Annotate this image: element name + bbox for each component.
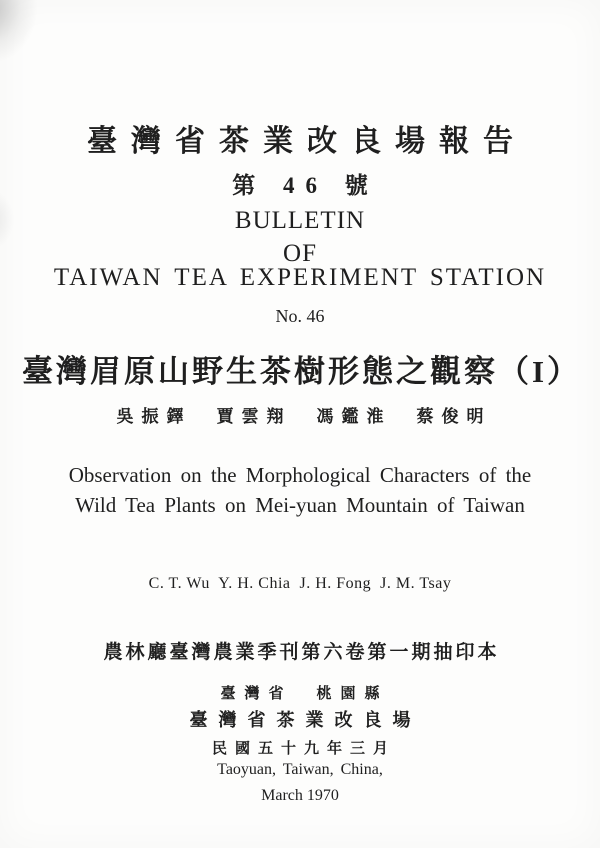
series-title-chinese: 臺灣省茶業改良場報告 <box>87 125 527 158</box>
scan-smudge-artifact <box>0 0 38 64</box>
authors-english: C. T. Wu Y. H. Chia J. H. Fong J. M. Tsay <box>148 575 452 592</box>
article-title-english-line2: Wild Tea Plants on Mei-yuan Mountain of Taiwan <box>75 493 525 517</box>
reprint-source-note-chinese: 農林廳臺灣農業季刊第六卷第一期抽印本 <box>103 642 500 663</box>
location-english: Taoyuan, Taiwan, China, <box>217 761 383 778</box>
bulletin-title-line3: TAIWAN TEA EXPERIMENT STATION <box>53 264 547 291</box>
bulletin-title-line2: OF <box>283 240 317 267</box>
article-title-english-line1: Observation on the Morphological Characters of the <box>68 463 532 487</box>
publisher-chinese: 臺灣省茶業改良場 <box>189 710 422 730</box>
publication-date-english: March 1970 <box>261 787 339 804</box>
publication-date-chinese: 民國五十九年三月 <box>211 741 396 757</box>
authors-chinese: 吳振鐸 賈雲翔 馮鑑淮 蔡俊明 <box>116 407 492 426</box>
bulletin-title-line1: BULLETIN <box>234 207 366 234</box>
location-chinese: 臺灣省 桃園縣 <box>220 686 389 702</box>
issue-number-english: No. 46 <box>275 306 325 326</box>
article-title-chinese: 臺灣眉原山野生茶樹形態之觀察（I） <box>21 354 582 389</box>
issue-number-chinese: 第 46 號 <box>232 173 379 198</box>
